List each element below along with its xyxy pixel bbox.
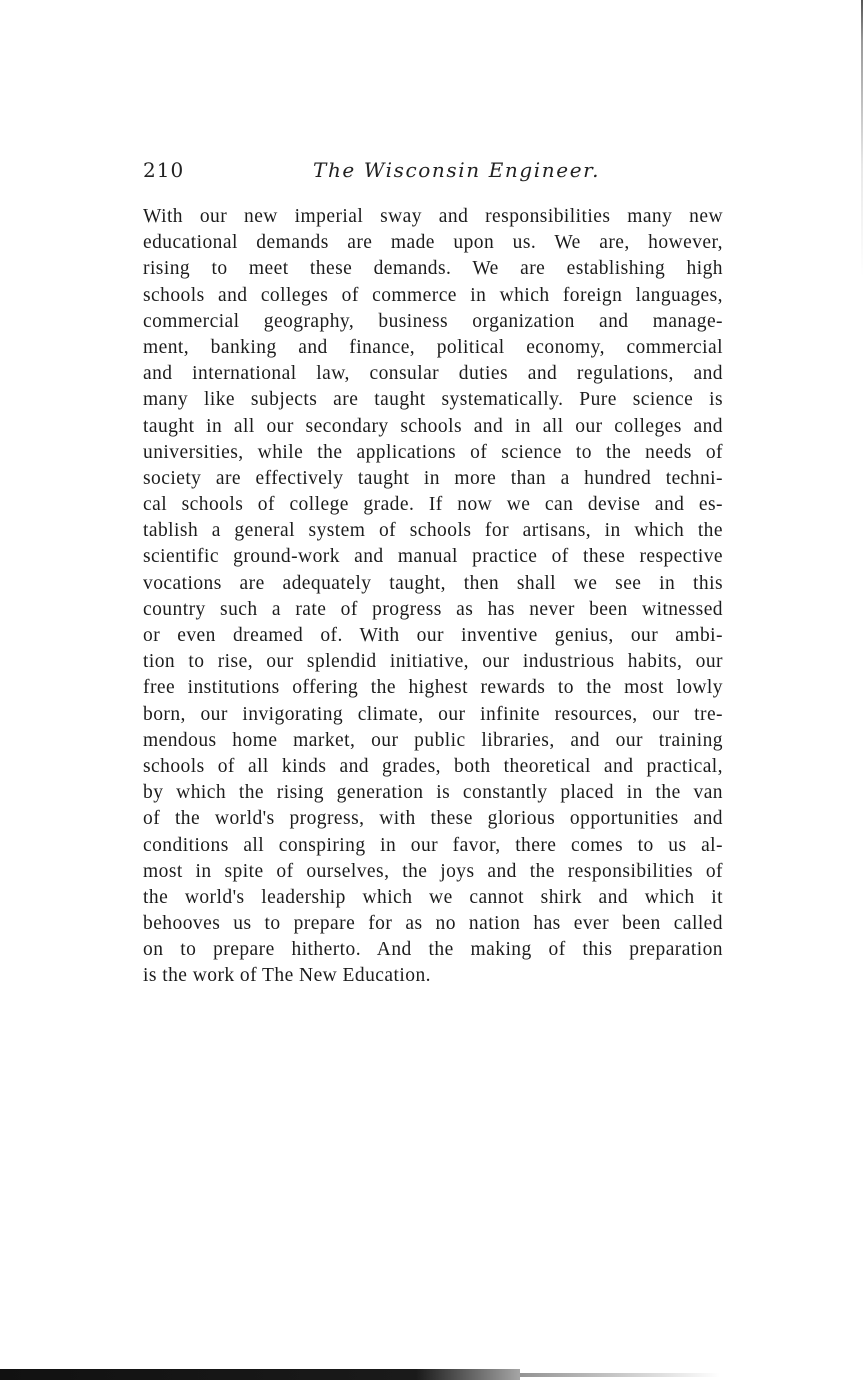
- scan-bottom-edge-fade: [520, 1373, 720, 1377]
- text-line: vocations are adequately taught, then shall we see in this: [143, 572, 723, 594]
- text-line: schools of all kinds and grades, both theoretical and practical,: [143, 755, 723, 777]
- text-line: conditions all conspiring in our favor, there comes to us al-: [143, 834, 723, 856]
- text-line: With our new imperial sway and responsibilities many new: [143, 206, 723, 227]
- text-line: tablish a general system of schools for artisans, in which the: [143, 520, 723, 542]
- text-line: taught in all our secondary schools and in all our colleges and: [143, 415, 723, 437]
- text-line: and international law, consular duties and regulations, and: [143, 363, 723, 385]
- text-line: or even dreamed of. With our inventive genius, our ambi-: [143, 625, 723, 646]
- page-header: [143, 158, 723, 188]
- text-line: society are effectively taught in more than a hundred techni-: [143, 467, 723, 489]
- text-line: rising to meet these demands. We are establishing high: [143, 258, 723, 280]
- running-title: The Wisconsin Engineer.: [313, 158, 601, 182]
- text-line: universities, while the applications of science to the needs of: [143, 441, 723, 463]
- text-line: free institutions offering the highest rewards to the most lowly: [143, 677, 723, 699]
- text-line: behooves us to prepare for as no nation has ever been called: [143, 913, 723, 935]
- text-line: on to prepare hitherto. And the making of this preparation: [143, 939, 723, 961]
- text-line: cal schools of college grade. If now we can devise and es-: [143, 494, 723, 516]
- text-line-last: is the work of The New Education.: [143, 965, 431, 987]
- text-line: schools and colleges of commerce in which foreign languages,: [143, 284, 723, 306]
- text-line: educational demands are made upon us. We are, however,: [143, 232, 723, 254]
- text-line: mendous home market, our public libraries, and our training: [143, 729, 723, 751]
- text-line: many like subjects are taught systematically. Pure science is: [143, 389, 723, 411]
- text-line: scientific ground-work and manual practice of these respective: [143, 546, 723, 568]
- page-number: 210: [143, 158, 185, 182]
- text-line: of the world's progress, with these glorious opportunities and: [143, 808, 723, 830]
- text-line: country such a rate of progress as has never been witnessed: [143, 598, 723, 620]
- text-line: tion to rise, our splendid initiative, our industrious habits, our: [143, 651, 723, 673]
- text-line: born, our invigorating climate, our infinite resources, our tre-: [143, 703, 723, 725]
- text-line: commercial geography, business organization and manage-: [143, 310, 723, 332]
- text-line: by which the rising generation is constantly placed in the van: [143, 782, 723, 804]
- text-line: ment, banking and finance, political economy, commercial: [143, 336, 723, 358]
- scan-bottom-edge: [0, 1369, 520, 1380]
- text-line: most in spite of ourselves, the joys and the responsibilities of: [143, 860, 723, 882]
- text-line: the world's leadership which we cannot shirk and which it: [143, 886, 723, 908]
- body-paragraph: [143, 204, 723, 990]
